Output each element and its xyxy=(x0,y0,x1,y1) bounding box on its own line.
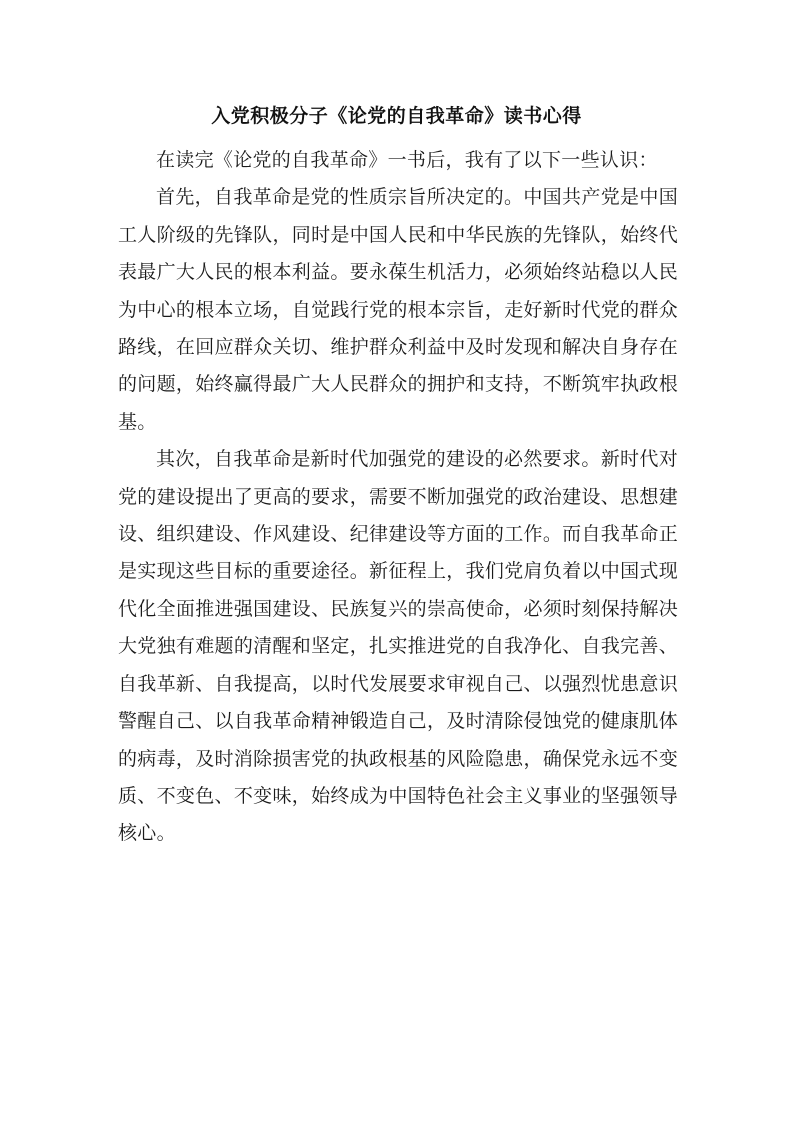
document-title: 入党积极分子《论党的自我革命》读书心得 xyxy=(211,105,582,127)
paragraph-intro: 在读完《论党的自我革命》一书后，我有了以下一些认识： xyxy=(156,149,658,171)
paragraph-second-point: 其次，自我革命是新时代加强党的建设的必然要求。新时代对党的建设提出了更高的要求，需要不断加强党的政治建设、思想建设、组织建设、作风建设、纪律建设等方面的工作。而自我革命正是实现这些目标的重要途径。新征程上，我们党肩负着以中国式现代化全面推进强国建设、民族复兴的崇高使命，必须时刻保持解决大党独有难题的清醒和坚定，扎实推进党的自我净化、自我完善、自我革新、自我提高，以时代发展要求审视自己、以强烈忧患意识警醒自己、以自我革命精神锻造自己，及时清除侵蚀党的健康肌体的病毒，及时消除损害党的执政根基的风险隐患，确保党永远不变质、不变色、不变味，始终成为中国特色社会主义事业的坚强领导核心。 xyxy=(118,448,678,845)
paragraph-first-point: 首先，自我革命是党的性质宗旨所决定的。中国共产党是中国工人阶级的先锋队，同时是中国人民和中华民族的先锋队，始终代表最广大人民的根本利益。要永葆生机活力，必须始终站稳以人民为中心的根本立场，自觉践行党的根本宗旨，走好新时代党的群众路线，在回应群众关切、维护群众利益中及时发现和解决自身存在的问题，始终赢得最广大人民群众的拥护和支持，不断筑牢执政根基。 xyxy=(118,186,678,433)
document-body xyxy=(118,142,678,853)
